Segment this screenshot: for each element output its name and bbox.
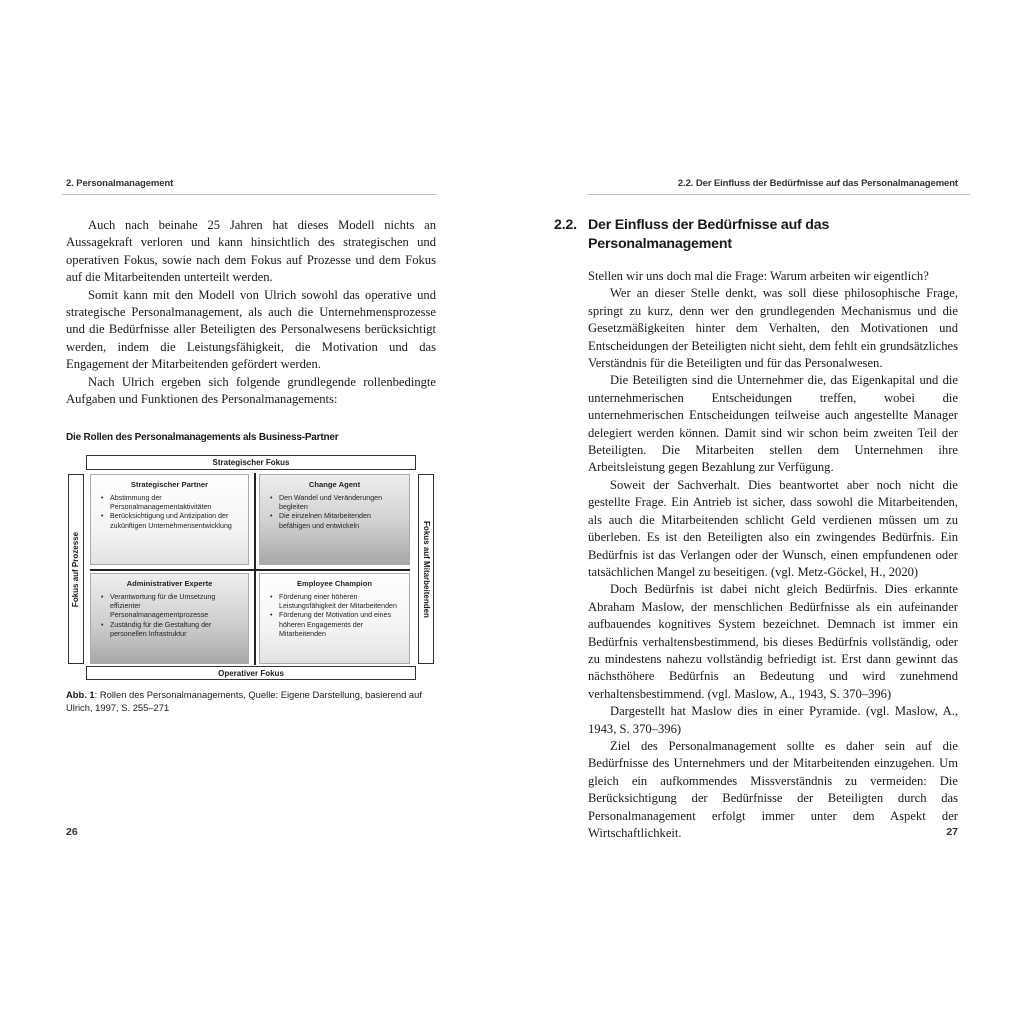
list-item: • Verantwortung für die Umsetzung effizienter Personalmanagementprozesse <box>101 593 238 621</box>
figure-title: Die Rollen des Personalmanagements als Business-Partner <box>66 432 339 443</box>
right-axis-label: Fokus auf Mitarbeitenden <box>418 474 434 664</box>
quadrant-strategischer-partner <box>90 474 249 565</box>
bottom-axis-label: Operativer Fokus <box>86 666 416 680</box>
page-number-right: 27 <box>946 826 958 838</box>
list-item: • Die einzelnen Mitarbeitenden befähigen und entwickeln <box>270 512 399 530</box>
list-item: • Zuständig für die Gestaltung der personellen Infrastruktur <box>101 621 238 639</box>
quadrant-administrativer-experte <box>90 573 249 664</box>
caption-label: Abb. 1 <box>66 689 95 700</box>
caption-text: : Rollen des Personalmanagements, Quelle: Eigene Darstellung, basierend auf Ulrich, 1997, S. 255–271 <box>66 689 422 713</box>
quadrant-title: Employee Champion <box>296 579 373 588</box>
quadrant-title: Change Agent <box>308 480 361 489</box>
paragraph: Auch nach beinahe 25 Jahren hat dieses Modell nichts an Aussagekraft verloren und kann hinsichtlich des strategischen und operativen Fokus, sowie nach dem Fokus auf Prozesse und dem Fokus auf die Mitarbeitenden unterteilt werden. <box>66 218 436 285</box>
section-number: 2.2. <box>554 217 577 233</box>
paragraph: Soweit der Sachverhalt. Dies beantwortet aber noch nicht die gestellte Frage. Ein Antrieb ist sicher, dass sowohl die Mitarbeitenden, als auch die Mitarbeitenden schlicht Geld verdienen müssen um zu überleben. Es ist den Beteiligten also ein zwingendes Bedürfnis. Ein Bedürfnis ist das Verlangen oder der Wunsch, einen empfundenen oder tatsächlichen Mangel zu beseitigen. (vgl. Metz-Göckel, H., 2020) <box>588 477 958 579</box>
paragraph: Doch Bedürfnis ist dabei nicht gleich Bedürfnis. Dies erkannte Abraham Maslow, der menschlichen Bedürfnisse als ein aufeinander aufbauendes kognitives System bezeichnet. Demnach ist immer ein Bedürfnis verhaltensbestimmend, bis dieses Bedürfnis vollständig, oder zu mindestens nahezu vollständig befriedigt ist. Erst dann gewinnt das nächsthöhere Bedürfnis an Bedeutung und wird zunehmend verhaltensbestimmend. (vgl. Maslow, A., 1943, S. 370–396) <box>588 582 958 701</box>
list-item: • Den Wandel und Veränderungen begleiten <box>270 494 399 512</box>
left-axis-label: Fokus auf Prozesse <box>68 474 84 664</box>
horizontal-divider <box>90 569 410 571</box>
list-item: • Förderung der Motivation und eines höheren Engagements der Mitarbeitenden <box>270 611 399 639</box>
paragraph: Wer an dieser Stelle denkt, was soll diese philosophische Frage, springt zu kurz, denn wer den grundlegenden Mechanismus und die Gesetzmäßigkeiten hinter dem Verhalten, den Motivationen und Entscheidungen der Beteiligten nicht sieht, dem fehlt ein grundsätzliches Verständnis für die Beteiligten und für das Personalwesen. <box>588 286 958 371</box>
list-item: • Berücksichtigung und Antizipation der zukünftigen Unternehmensentwicklung <box>101 512 238 530</box>
section-title-line2: Personalmanagement <box>588 236 732 252</box>
section-title-line1: Der Einfluss der Bedürfnisse auf das <box>588 217 830 233</box>
list-item: • Abstimmung der Personalmanagementaktivitäten <box>101 494 238 512</box>
header-rule-left <box>62 194 436 195</box>
paragraph: Nach Ulrich ergeben sich folgende grundlegende rollenbedingte Aufgaben und Funktionen des Personalmanagements: <box>66 374 436 407</box>
paragraph: Dargestellt hat Maslow dies in einer Pyramide. (vgl. Maslow, A., 1943, S. 370–396) <box>588 704 958 736</box>
quadrant-title: Strategischer Partner <box>130 480 209 489</box>
quadrant-title: Administrativer Experte <box>126 579 213 588</box>
figure-caption <box>66 688 438 714</box>
running-head-right: 2.2. Der Einfluss der Bedürfnisse auf das Personalmanagement <box>677 178 958 189</box>
list-item: • Förderung einer höheren Leistungsfähigkeit der Mitarbeitenden <box>270 593 399 611</box>
left-body-text <box>66 217 436 408</box>
quadrant-employee-champion <box>259 573 410 664</box>
paragraph: Die Beteiligten sind die Unternehmer die, das Eigenkapital und die unternehmerischen Entscheidungen treffen, wobei die unternehmerischen Entscheidungen teilweise auch angestellte Manager delegiert werden können. Damit sind wir schon beim zweiten Teil der Beteiligten. Die Mitarbeiten stellen dem Unternehmen ihre Arbeitsleistung gegen Bezahlung zur Verfügung. <box>588 373 958 475</box>
top-axis-label: Strategischer Fokus <box>86 455 416 470</box>
section-heading <box>554 216 829 254</box>
header-rule-right <box>588 194 970 195</box>
right-body-text <box>588 268 958 842</box>
running-head-left: 2. Personalmanagement <box>66 178 174 189</box>
page-number-left: 26 <box>66 826 78 838</box>
paragraph: Somit kann mit den Modell von Ulrich sowohl das operative und strategische Personalmanagement, als auch die Unternehmensprozesse und die Bedürfnisse aller Beteiligten des Personalwesens berücksichtigt werden, indem die Leistungsfähigkeit, die Motivation und das Engagement der Mitarbeitenden gefördert werden. <box>66 287 436 372</box>
paragraph: Ziel des Personalmanagement sollte es daher sein auf die Bedürfnisse des Unternehmers und der Mitarbeitenden einzugehen. Um gleich ein aufkommendes Missverständnis zu vermeiden: Die Berücksichtigung der Bedürfnisse der Beteiligten durch das Personalmanagement erfolgt immer unter dem Aspekt der Wirtschaftlichkeit. <box>588 738 958 840</box>
quadrant-change-agent <box>259 474 410 565</box>
paragraph: Stellen wir uns doch mal die Frage: Warum arbeiten wir eigentlich? <box>588 269 929 283</box>
